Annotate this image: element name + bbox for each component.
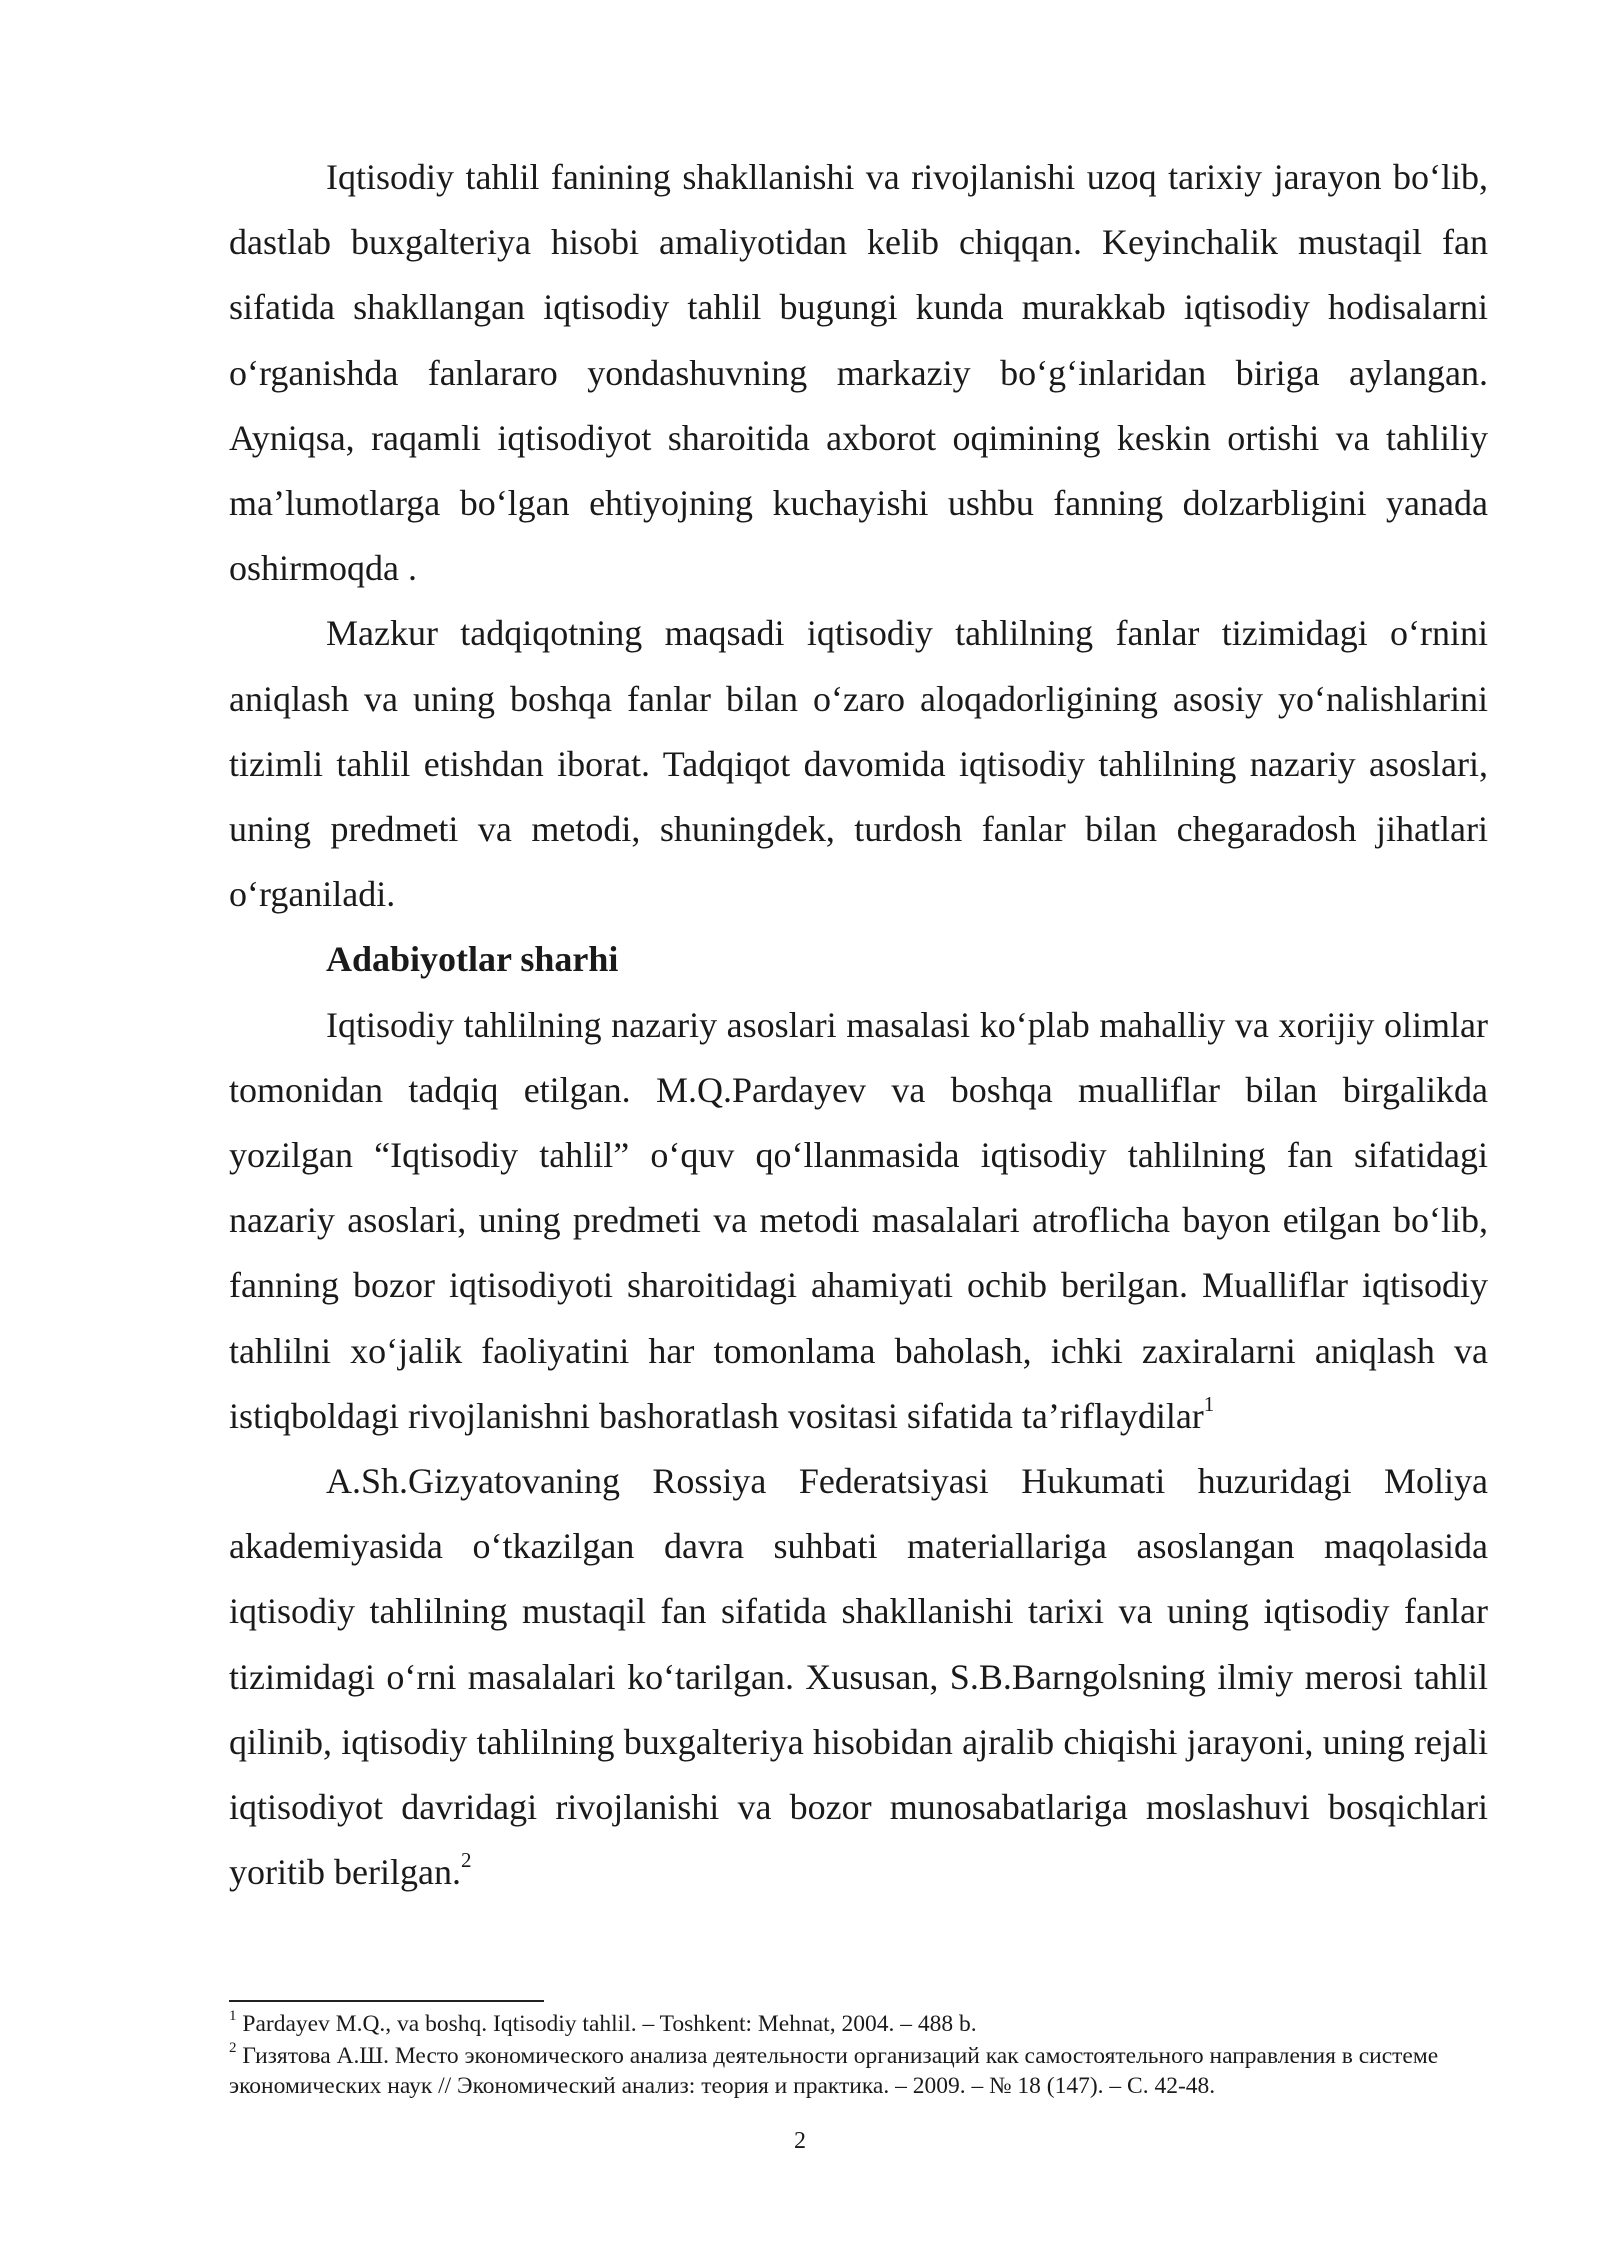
section-heading: Adabiyotlar sharhi xyxy=(326,939,619,980)
footnote-separator xyxy=(229,2000,544,2002)
footnote-1-text: Pardayev M.Q., va boshq. Iqtisodiy tahlil. – Toshkent: Mehnat, 2004. – 488 b. xyxy=(242,2011,977,2037)
footnote-2 xyxy=(229,2041,1488,2101)
footnote-1 xyxy=(229,2009,1488,2039)
paragraph-intro: Iqtisodiy tahlil fanining shakllanishi va rivojlanishi uzoq tarixiy jarayon bo‘lib, dastlab buxgalteriya hisobi amaliyotidan kelib chiqqan. Keyinchalik mustaqil fan sifatida shakllangan iqtisodiy tahlil bugungi kunda murakkab iqtisodiy hodisalarni o‘rganishda fanlararo yondashuvning markaziy bo‘g‘inlaridan biriga aylangan. Ayniqsa, raqamli iqtisodiyot sharoitida axborot oqimining keskin ortishi va tahliliy ma’lumotlarga bo‘lgan ehtiyojning kuchayishi ushbu fanning dolzarbligini yanada oshirmoqda . xyxy=(229,157,1488,589)
footnote-1-mark: 1 xyxy=(229,2008,237,2025)
paragraph-literature-2-text: A.Sh.Gizyatovaning Rossiya Federatsiyasi Hukumati huzuridagi Moliya akademiyasida o‘tkazilgan davra suhbati materiallariga asoslangan maqolasida iqtisodiy tahlilning mustaqil fan sifatida shakllanishi tarixi va uning iqtisodiy fanlar tizimidagi o‘rni masalalari ko‘tarilgan. Xususan, S.B.Barngolsning ilmiy merosi tahlil qilinib, iqtisodiy tahlilning buxgalteriya hisobidan ajralib chiqishi jarayoni, uning rejali iqtisodiyot davridagi rivojlanishi va bozor munosabatlariga moslashuvi bosqichlari yoritib berilgan. xyxy=(229,1461,1488,1893)
paragraph-literature-1 xyxy=(229,993,1488,1449)
paragraph-aim: Mazkur tadqiqotning maqsadi iqtisodiy tahlilning fanlar tizimidagi o‘rnini aniqlash va uning boshqa fanlar bilan o‘zaro aloqadorligining asosiy yo‘nalishlarini tizimli tahlil etishdan iborat. Tadqiqot davomida iqtisodiy tahlilning nazariy asoslari, uning predmeti va metodi, shuningdek, turdosh fanlar bilan chegaradosh jihatlari o‘rganiladi. xyxy=(229,613,1488,915)
paragraph-literature-2 xyxy=(229,1449,1488,1905)
footnote-2-mark: 2 xyxy=(229,2040,237,2057)
page-number: 2 xyxy=(794,2128,806,2154)
paragraph-literature-1-text: Iqtisodiy tahlilning nazariy asoslari masalasi ko‘plab mahalliy va xorijiy olimlar tomonidan tadqiq etilgan. M.Q.Pardayev va boshqa mualliflar bilan birgalikda yozilgan “Iqtisodiy tahlil” o‘quv qo‘llanmasida iqtisodiy tahlilning fan sifatidagi nazariy asoslari, uning predmeti va metodi masalalari atroflicha bayon etilgan bo‘lib, fanning bozor iqtisodiyoti sharoitidagi ahamiyati ochib berilgan. Mualliflar iqtisodiy tahlilni xo‘jalik faoliyatini har tomonlama baholash, ichki zaxiralarni aniqlash va istiqboldagi rivojlanishni bashoratlash vositasi sifatida ta’riflaydilar xyxy=(229,1004,1488,1436)
footnote-2-text: Гизятова А.Ш. Место экономического анализа деятельности организаций как самостоятельного направления в системе экономических наук // Экономический анализ: теория и практика. – 2009. – № 18 (147). – С. 42-48. xyxy=(229,2043,1439,2099)
footnote-ref-1[interactable]: 1 xyxy=(1203,1391,1215,1416)
footnotes xyxy=(229,2009,1488,2103)
footnote-ref-2[interactable]: 2 xyxy=(460,1848,472,1873)
body-text xyxy=(229,145,1488,1905)
